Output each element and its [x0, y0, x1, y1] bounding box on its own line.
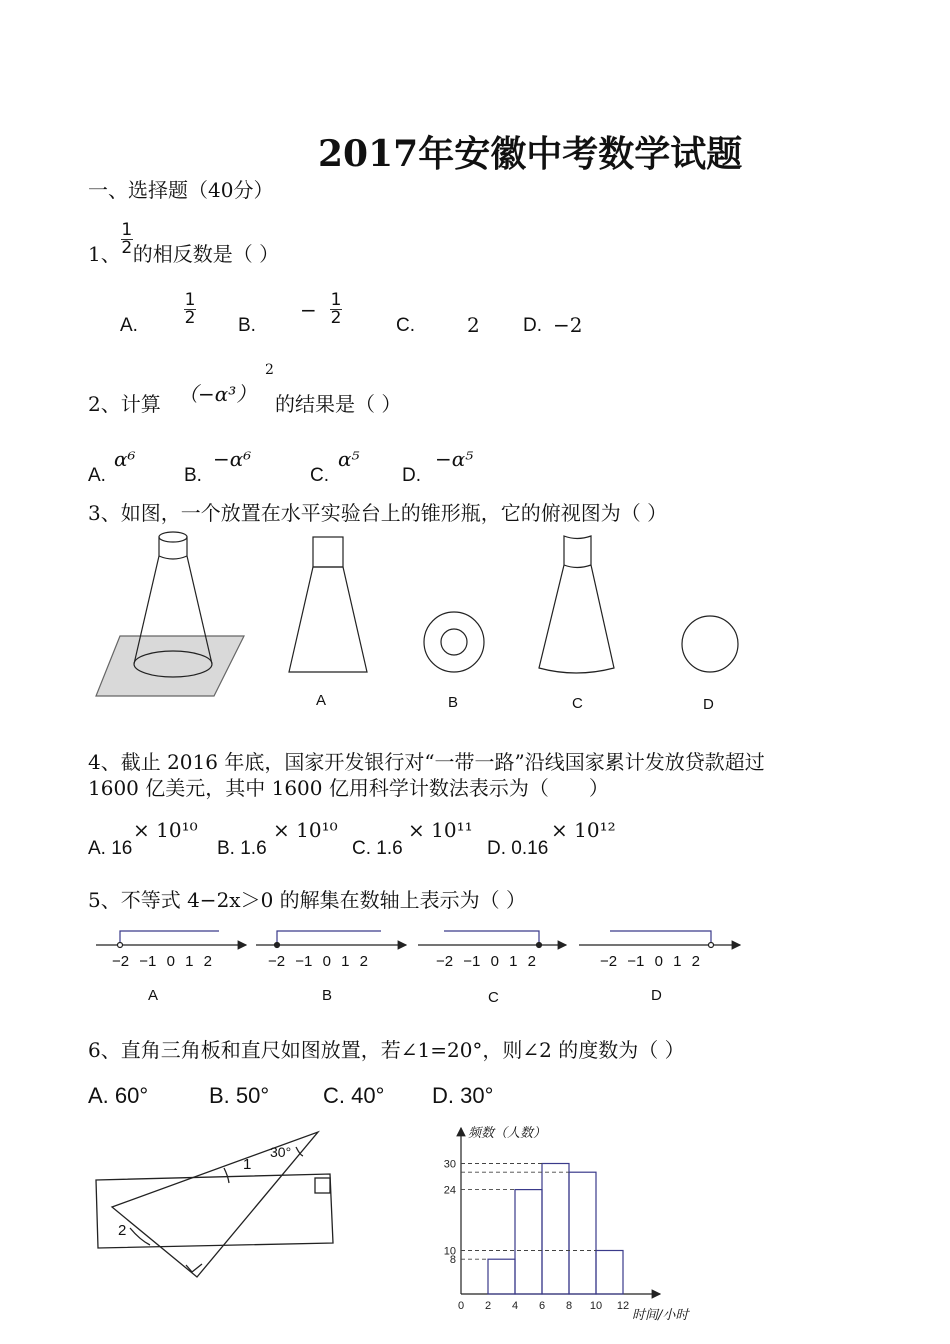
- q5-label-d: D: [651, 987, 662, 1004]
- tick-label: −2: [436, 953, 454, 970]
- y-tick-label: 24: [443, 1184, 456, 1197]
- q4-option-a: A. 16: [88, 838, 133, 859]
- q6-option-b: B. 50°: [209, 1083, 270, 1108]
- frac-denominator: 2: [330, 308, 342, 328]
- q2-prefix: 2、计算: [88, 392, 161, 416]
- histogram-bar: [488, 1259, 515, 1294]
- angle-30-label: 30°: [270, 1144, 292, 1160]
- q4-option-d-power: × 10¹²: [551, 818, 616, 842]
- q3-label-b: B: [448, 694, 459, 711]
- question-3: 3、如图，一个放置在水平实验台上的锥形瓶，它的俯视图为（ ）: [88, 501, 668, 525]
- q4-option-c: C. 1.6: [352, 838, 403, 859]
- x-tick-label: 12: [616, 1300, 630, 1312]
- q2-option-b-value: −α⁶: [213, 447, 252, 471]
- q1-option-c-label: C.: [396, 315, 415, 336]
- q3-label-c: C: [572, 695, 583, 712]
- section-heading: 一、选择题（40分）: [88, 178, 274, 202]
- q2-option-d-label: D.: [402, 465, 421, 486]
- x-tick-label: 10: [589, 1300, 603, 1312]
- histogram-x-label: 时间/小时: [632, 1308, 689, 1323]
- histogram-bar: [542, 1164, 569, 1295]
- q1-option-b-label: B.: [238, 315, 256, 336]
- tick-label: 2: [691, 953, 700, 970]
- q2-option-c-value: α⁵: [338, 447, 360, 471]
- tick-label: −1: [627, 953, 645, 970]
- frac-numerator: 1: [330, 290, 342, 310]
- tick-label: 1: [673, 953, 682, 970]
- q1-option-b-sign: −: [300, 298, 317, 322]
- tick-label: 0: [166, 953, 175, 970]
- x-tick-label: 8: [565, 1300, 573, 1312]
- question-4-line-2: 1600 亿美元，其中 1600 亿用科学计数法表示为（ ）: [88, 776, 609, 800]
- question-4-line-1: 4、截止 2016 年底，国家开发银行对“一带一路”沿线国家累计发放贷款超过: [88, 750, 765, 774]
- tick-label: 0: [322, 953, 331, 970]
- angle-1-label: 1: [243, 1156, 252, 1173]
- q1-number: 1、: [88, 242, 121, 266]
- q5-label-c: C: [488, 989, 499, 1006]
- q6-option-d: D. 30°: [432, 1083, 494, 1108]
- tick-label: −2: [600, 953, 618, 970]
- tick-label: 2: [203, 953, 212, 970]
- tick-label: −2: [268, 953, 286, 970]
- q2-option-a-value: α⁶: [114, 447, 136, 471]
- q2-option-d-value: −α⁵: [435, 447, 474, 471]
- tick-label: −1: [139, 953, 157, 970]
- tick-label: 0: [654, 953, 663, 970]
- histogram-bar: [596, 1251, 623, 1295]
- q3-label-a: A: [316, 692, 327, 709]
- q3-label-d: D: [703, 696, 714, 713]
- q4-option-c-power: × 10¹¹: [408, 818, 473, 842]
- angle-2-label: 2: [118, 1222, 127, 1239]
- histogram-bar: [515, 1190, 542, 1294]
- histogram-bar: [569, 1172, 596, 1294]
- q1-option-a-label: A.: [120, 315, 138, 336]
- tick-label: 2: [527, 953, 536, 970]
- y-tick-label: 8: [449, 1254, 456, 1267]
- tick-label: 1: [341, 953, 350, 970]
- tick-label: 0: [490, 953, 499, 970]
- q4-option-d: D. 0.16: [487, 838, 549, 859]
- x-tick-label: 4: [511, 1300, 519, 1312]
- page-title: 2017年安徽中考数学试题: [318, 133, 743, 175]
- x-tick-label: 2: [484, 1300, 492, 1312]
- q2-option-a-label: A.: [88, 465, 106, 486]
- tick-label: −2: [112, 953, 130, 970]
- q2-expression: （−α³）: [178, 382, 257, 406]
- x-tick-label: 6: [538, 1300, 546, 1312]
- q4-option-a-power: × 10¹⁰: [133, 818, 198, 842]
- x-tick-label: 0: [457, 1300, 465, 1312]
- q2-exponent: 2: [265, 362, 274, 378]
- q1-option-c-value: 2: [467, 313, 480, 337]
- question-6: 6、直角三角板和直尺如图放置，若∠1=20°，则∠2 的度数为（ ）: [88, 1038, 685, 1062]
- q2-text: 的结果是（ ）: [275, 392, 402, 416]
- tick-label: 1: [185, 953, 194, 970]
- q4-option-b-power: × 10¹⁰: [273, 818, 338, 842]
- q6-option-c: C. 40°: [323, 1083, 385, 1108]
- frac-numerator: 1: [121, 220, 133, 240]
- frac-denominator: 2: [121, 238, 133, 258]
- q5-label-a: A: [148, 987, 159, 1004]
- q6-option-a: A. 60°: [88, 1083, 149, 1108]
- q1-text: 的相反数是（ ）: [132, 242, 280, 266]
- tick-label: 1: [509, 953, 518, 970]
- q1-option-d-label: D.: [523, 315, 542, 336]
- q1-option-d-value: −2: [553, 313, 583, 337]
- q4-option-b: B. 1.6: [217, 838, 267, 859]
- y-tick-label: 30: [443, 1158, 456, 1171]
- tick-label: 2: [359, 953, 368, 970]
- q2-option-b-label: B.: [184, 465, 202, 486]
- frac-denominator: 2: [184, 308, 196, 328]
- question-5: 5、不等式 4−2x＞0 的解集在数轴上表示为（ ）: [88, 888, 527, 912]
- frac-numerator: 1: [184, 290, 196, 310]
- histogram-y-label: 频数（人数）: [468, 1126, 547, 1141]
- tick-label: −1: [463, 953, 481, 970]
- y-tick-label: 10: [443, 1245, 456, 1258]
- tick-label: −1: [295, 953, 313, 970]
- q2-option-c-label: C.: [310, 465, 329, 486]
- q5-label-b: B: [322, 987, 333, 1004]
